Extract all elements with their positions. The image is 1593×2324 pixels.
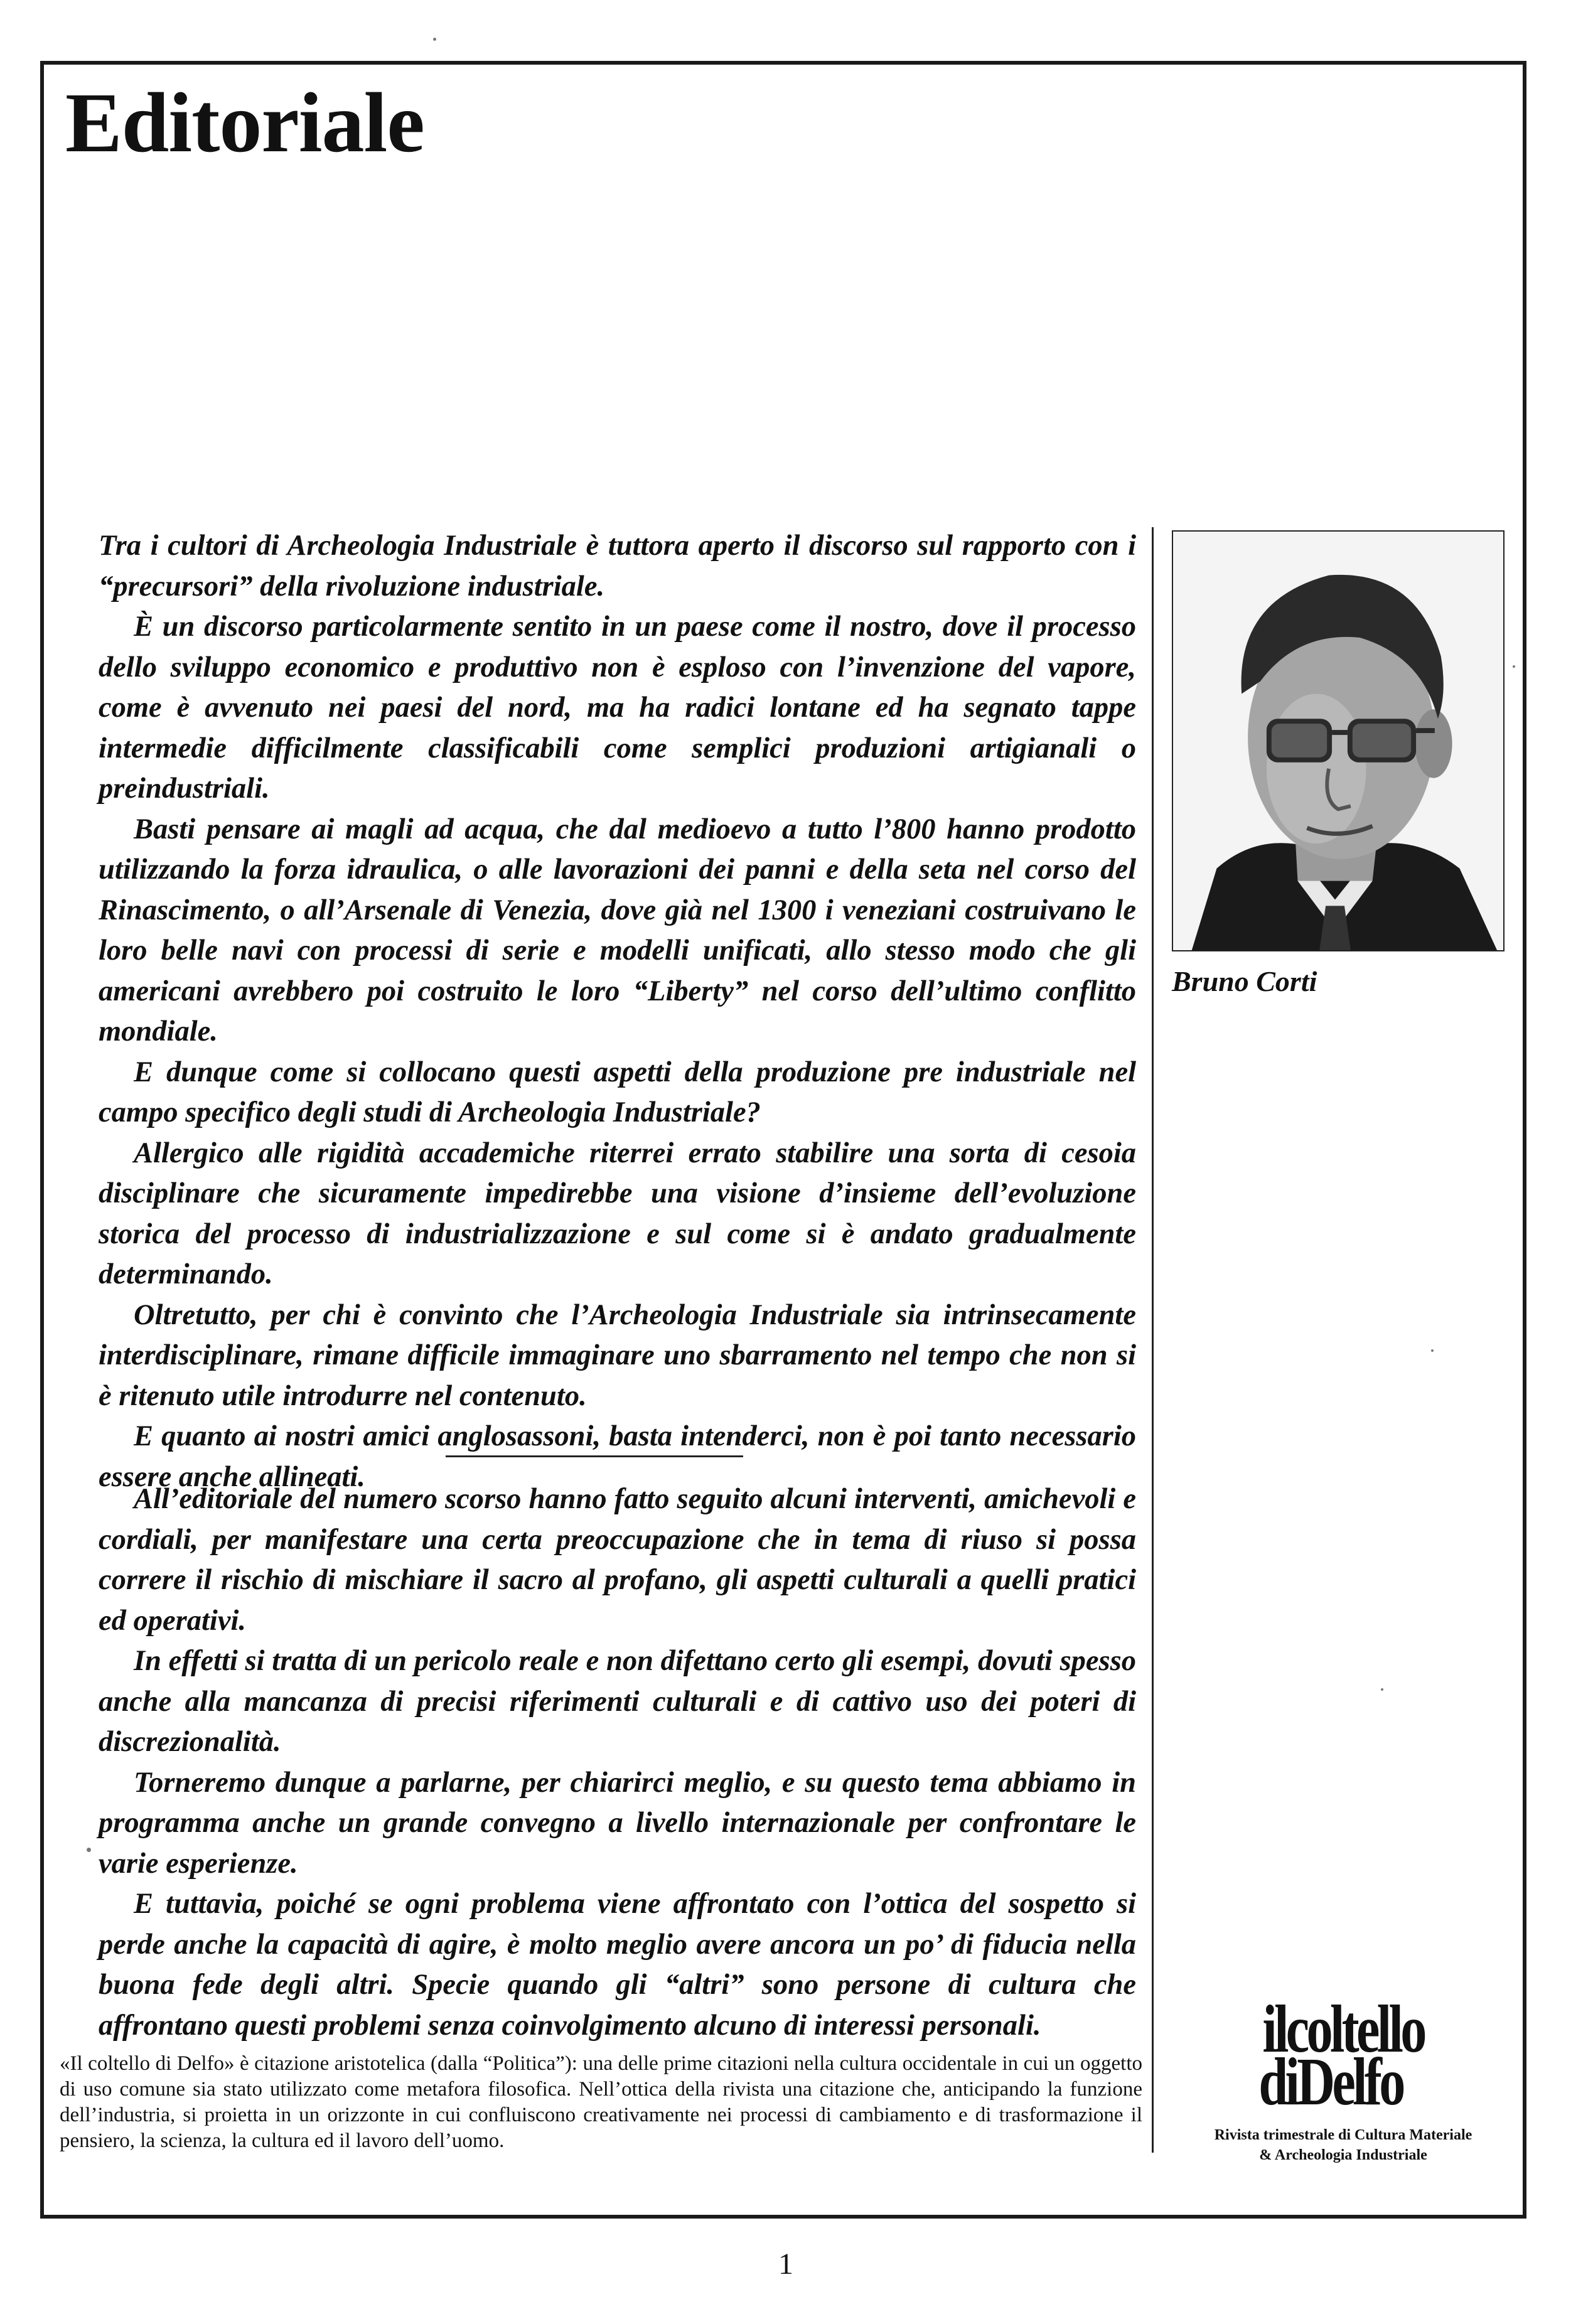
paragraph: Tra i cultori di Archeologia Industriale è tuttora aperto il discorso sul rapporto con i “precursori” della rivoluzione industriale. xyxy=(99,530,1136,602)
paragraph: E quanto ai nostri amici anglosassoni, basta intenderci, non è poi tanto necessario essere anche allineati. xyxy=(99,1420,1136,1493)
logo-line-1: ilcoltello xyxy=(1262,1992,1424,2067)
column-divider xyxy=(1152,527,1154,2153)
paragraph: E tuttavia, poiché se ogni problema viene affrontato con l’ottica del sospetto si perde anche la capacità di agire, è molto meglio avere ancora un po’ di fiducia nella buona fede degli altri. Specie quando gli “altri” sono persone di cultura che affrontano questi problemi senza coinvolgimento alcuno di interessi personali. xyxy=(99,1888,1136,2042)
logo-subtitle-line-2: & Archeologia Industriale xyxy=(1259,2147,1427,2163)
section-separator xyxy=(446,1455,743,1457)
editorial-part-2 xyxy=(99,1479,1136,2046)
paragraph: Oltretutto, per chi è convinto che l’Archeologia Industriale sia intrinsecamente interdisciplinare, rimane difficile immaginare uno sbarramento nel tempo che non si è ritenuto utile introdurre nel contenuto. xyxy=(99,1299,1136,1412)
scan-speck xyxy=(1381,1688,1383,1691)
scan-speck xyxy=(433,38,436,41)
paragraph: Allergico alle rigidità accademiche riterrei errato stabilire una sorta di cesoia disciplinare che sicuramente impedirebbe una visione d’insieme dell’evoluzione storica del processo di industrializzazione e sul come si è andato gradualmente determinando. xyxy=(99,1137,1136,1290)
footnote: «Il coltello di Delfo» è citazione aristotelica (dalla “Politica”): una delle prime citazioni nella cultura occidentale in cui un oggetto di uso comune sia stato utilizzato come metafora filosofica. Nell’ottica della rivista una citazione che, anticipando la funzione dell’industria, si proietta in un orizzonte in cui confluiscono creativamente nei processi di cambiamento e di trasformazione il pensiero, la scienza, la cultura ed il lavoro dell’uomo. xyxy=(60,2052,1142,2152)
scan-speck xyxy=(1513,665,1515,668)
paragraph: Basti pensare ai magli ad acqua, che dal medioevo a tutto l’800 hanno prodotto utilizzando la forza idraulica, o alle lavorazioni dei panni e della seta nel corso del Rinascimento, o all’Arsenale di Venezia, dove già nel 1300 i veneziani costruivano le loro belle navi con processi di serie e modelli unificati, allo stesso modo che gli americani avrebbero poi costruito le loro “Liberty” nel corso dell’ultimo conflitto mondiale. xyxy=(99,813,1136,1047)
scan-speck xyxy=(1431,1349,1434,1352)
page-title: Editoriale xyxy=(65,76,424,170)
author-name: Bruno Corti xyxy=(1172,965,1317,997)
paragraph: All’editoriale del numero scorso hanno fatto seguito alcuni interventi, amichevoli e cordiali, per manifestare una certa preoccupazione che in tema di riuso si possa correre il rischio di mischiare il sacro al profano, gli aspetti culturali a quelli pratici ed operativi. xyxy=(99,1483,1136,1637)
logo-line-2: diDelfo xyxy=(1258,2045,1403,2119)
editorial-part-1 xyxy=(99,526,1136,1497)
paragraph: E dunque come si collocano questi aspetti della produzione pre industriale nel campo specifico degli studi di Archeologia Industriale? xyxy=(99,1056,1136,1128)
journal-logo xyxy=(1174,1992,1513,2165)
paragraph: È un discorso particolarmente sentito in un paese come il nostro, dove il processo dello sviluppo economico e produttivo non è esploso con l’invenzione del vapore, come è avvenuto nei paesi del nord, ma ha radici lontane ed ha segnato tappe intermedie difficilmente classificabili come semplici produzioni artigianali o preindustriali. xyxy=(99,611,1136,805)
portrait-photo-icon xyxy=(1173,532,1503,950)
logo-subtitle-line-1: Rivista trimestrale di Cultura Materiale xyxy=(1214,2127,1472,2143)
scan-speck xyxy=(87,1848,91,1852)
logo-subtitle xyxy=(1174,2125,1513,2165)
paragraph: Torneremo dunque a parlarne, per chiarirci meglio, e su questo tema abbiamo in programma anche un grande convegno a livello internazionale per confrontare le varie esperienze. xyxy=(99,1766,1136,1880)
portrait-photo xyxy=(1172,530,1504,951)
page-number: 1 xyxy=(778,2247,793,2281)
paragraph: In effetti si tratta di un pericolo reale e non difettano certo gli esempi, dovuti spesso anche alla mancanza di precisi riferimenti culturali e di cattivo uso dei poteri di discrezionalità. xyxy=(99,1645,1136,1758)
